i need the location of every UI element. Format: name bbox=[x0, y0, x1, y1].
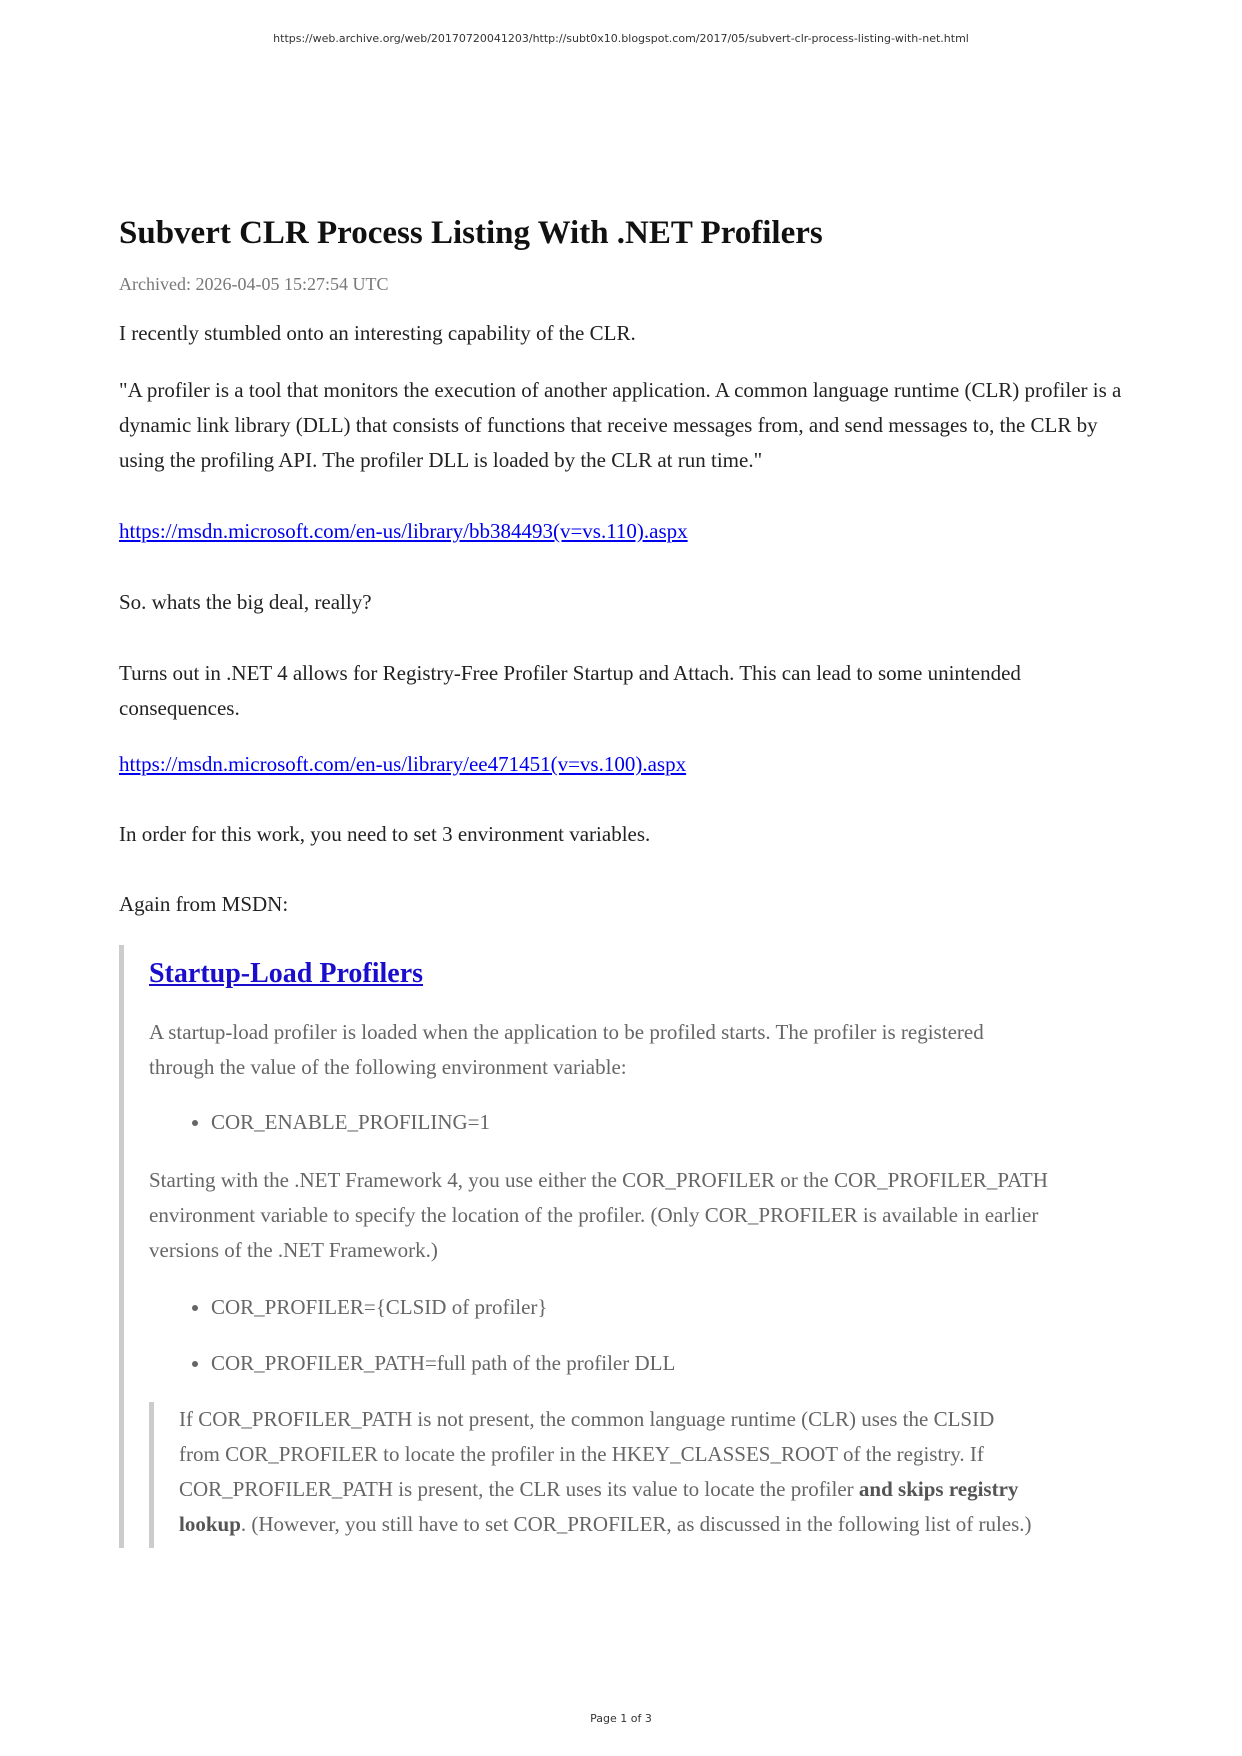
profiler-quote-paragraph: "A profiler is a tool that monitors the execution of another application. A common language runtime (CLR) profiler is a dynamic link library (DLL) that consists of functions that receive messages from, and send messages to, the CLR by using the profiling API. The profiler DLL is loaded by the CLR at run time." bbox=[119, 378, 1122, 472]
msdn-blockquote bbox=[119, 945, 1129, 1548]
link-paragraph-1 bbox=[119, 514, 1129, 549]
nested-text-before: If COR_PROFILER_PATH is not present, the common language runtime (CLR) uses the CLSID from COR_PROFILER to locate the profiler in the HKEY_CLASSES_ROOT of the registry. If COR_PROFILER_PATH is present, the CLR uses its value to locate the profiler bbox=[179, 1407, 995, 1501]
archived-timestamp: Archived: 2026-04-05 15:27:54 UTC bbox=[119, 274, 389, 294]
msdn-link-bb384493[interactable]: https://msdn.microsoft.com/en-us/library/bb384493(v=vs.110).aspx bbox=[119, 519, 688, 543]
archive-url: https://web.archive.org/web/20170720041203/http://subt0x10.blogspot.com/2017/05/subvert-clr-process-listing-with-net.html bbox=[273, 32, 969, 45]
nested-blockquote bbox=[149, 1402, 1129, 1548]
env-var-list-1 bbox=[149, 1105, 1129, 1140]
article bbox=[119, 210, 1129, 1548]
nested-text-after: . (However, you still have to set COR_PROFILER, as discussed in the following list of rules.) bbox=[240, 1512, 1032, 1536]
blockquote-heading bbox=[149, 945, 1129, 993]
nested-blockquote-paragraph bbox=[179, 1402, 1039, 1542]
list-item: • COR_PROFILER={CLSID of profiler} bbox=[211, 1290, 1129, 1325]
question-paragraph: So. whats the big deal, really? bbox=[119, 590, 372, 614]
page-number: Page 1 of 3 bbox=[590, 1712, 652, 1725]
link-paragraph-2 bbox=[119, 747, 1129, 782]
list-item: • COR_ENABLE_PROFILING=1 bbox=[211, 1105, 1129, 1140]
turns-out-paragraph: Turns out in .NET 4 allows for Registry-Free Profiler Startup and Attach. This can lead to some unintended consequences. bbox=[119, 661, 1021, 720]
env-vars-paragraph: In order for this work, you need to set 3 environment variables. bbox=[119, 822, 651, 846]
intro-paragraph: I recently stumbled onto an interesting capability of the CLR. bbox=[119, 321, 636, 345]
again-paragraph: Again from MSDN: bbox=[119, 892, 289, 916]
blockquote-paragraph-2: Starting with the .NET Framework 4, you use either the COR_PROFILER or the COR_PROFILER_PATH environment variable to specify the location of the profiler. (Only COR_PROFILER is available in earlier versions of the .NET Framework.) bbox=[149, 1168, 1048, 1262]
blockquote-paragraph-1: A startup-load profiler is loaded when the application to be profiled starts. The profiler is registered through the value of the following environment variable: bbox=[149, 1020, 984, 1079]
startup-load-profilers-link[interactable]: Startup-Load Profilers bbox=[149, 958, 424, 989]
nested-text-bold: and skips registry lookup bbox=[179, 1477, 1019, 1536]
env-var-list-2 bbox=[149, 1290, 1129, 1381]
list-item: • COR_PROFILER_PATH=full path of the profiler DLL bbox=[211, 1346, 1129, 1381]
page-title: Subvert CLR Process Listing With .NET Profilers bbox=[119, 215, 823, 251]
msdn-link-ee471451[interactable]: https://msdn.microsoft.com/en-us/library/ee471451(v=vs.100).aspx bbox=[119, 752, 687, 776]
